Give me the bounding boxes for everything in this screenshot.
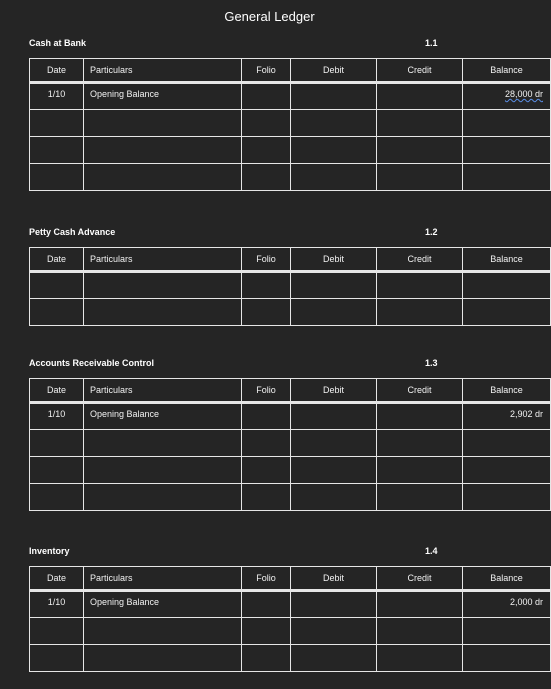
cell-debit[interactable] <box>291 110 377 137</box>
cell-balance[interactable] <box>463 272 551 299</box>
cell-folio[interactable] <box>242 430 291 457</box>
ledger-table-inventory <box>29 566 551 672</box>
header-particulars: Particulars <box>84 248 242 272</box>
cell-particulars[interactable] <box>84 299 242 326</box>
header-debit: Debit <box>291 248 377 272</box>
cell-debit[interactable] <box>291 591 377 618</box>
cell-folio[interactable] <box>242 403 291 430</box>
ledger-table-petty-cash-advance <box>29 247 551 326</box>
cell-credit[interactable] <box>377 457 463 484</box>
cell-particulars[interactable] <box>84 272 242 299</box>
table-header-row <box>30 567 551 591</box>
cell-balance[interactable] <box>463 430 551 457</box>
cell-balance[interactable] <box>463 110 551 137</box>
header-particulars: Particulars <box>84 567 242 591</box>
cell-particulars[interactable]: Opening Balance <box>84 83 242 110</box>
header-date: Date <box>30 248 84 272</box>
cell-date[interactable] <box>30 272 84 299</box>
account-name: Accounts Receivable Control <box>29 358 155 368</box>
cell-debit[interactable] <box>291 137 377 164</box>
account-number: 1.4 <box>425 546 438 556</box>
cell-folio[interactable] <box>242 484 291 511</box>
cell-folio[interactable] <box>242 137 291 164</box>
cell-date[interactable] <box>30 110 84 137</box>
cell-balance[interactable] <box>463 164 551 191</box>
cell-particulars[interactable] <box>84 645 242 672</box>
cell-folio[interactable] <box>242 645 291 672</box>
cell-date[interactable]: 1/10 <box>30 83 84 110</box>
cell-date[interactable]: 1/10 <box>30 591 84 618</box>
cell-date[interactable] <box>30 484 84 511</box>
cell-balance[interactable] <box>463 484 551 511</box>
cell-folio[interactable] <box>242 618 291 645</box>
table-header-row <box>30 379 551 403</box>
table-row <box>30 110 551 137</box>
cell-particulars[interactable] <box>84 484 242 511</box>
cell-credit[interactable] <box>377 645 463 672</box>
cell-credit[interactable] <box>377 137 463 164</box>
cell-particulars[interactable]: Opening Balance <box>84 591 242 618</box>
cell-credit[interactable] <box>377 83 463 110</box>
cell-balance[interactable]: 2,000 dr <box>463 591 551 618</box>
cell-debit[interactable] <box>291 430 377 457</box>
header-folio: Folio <box>242 567 291 591</box>
table-row <box>30 484 551 511</box>
table-header-row <box>30 59 551 83</box>
table-row <box>30 430 551 457</box>
cell-folio[interactable] <box>242 591 291 618</box>
cell-credit[interactable] <box>377 430 463 457</box>
header-date: Date <box>30 567 84 591</box>
cell-particulars[interactable] <box>84 618 242 645</box>
header-folio: Folio <box>242 379 291 403</box>
header-balance: Balance <box>463 248 551 272</box>
cell-folio[interactable] <box>242 164 291 191</box>
account-number: 1.1 <box>425 38 438 48</box>
cell-date[interactable] <box>30 645 84 672</box>
cell-date[interactable] <box>30 164 84 191</box>
cell-balance[interactable] <box>463 618 551 645</box>
header-balance: Balance <box>463 567 551 591</box>
cell-particulars[interactable] <box>84 164 242 191</box>
cell-particulars[interactable] <box>84 137 242 164</box>
cell-particulars[interactable]: Opening Balance <box>84 403 242 430</box>
header-balance: Balance <box>463 59 551 83</box>
cell-credit[interactable] <box>377 484 463 511</box>
cell-credit[interactable] <box>377 164 463 191</box>
cell-date[interactable] <box>30 137 84 164</box>
balance-value: 28,000 dr <box>504 89 543 99</box>
cell-folio[interactable] <box>242 272 291 299</box>
table-row <box>30 645 551 672</box>
cell-debit[interactable] <box>291 299 377 326</box>
cell-date[interactable] <box>30 457 84 484</box>
header-credit: Credit <box>377 379 463 403</box>
cell-debit[interactable] <box>291 83 377 110</box>
cell-balance[interactable] <box>463 137 551 164</box>
cell-balance[interactable] <box>463 645 551 672</box>
account-number: 1.2 <box>425 227 438 237</box>
header-debit: Debit <box>291 59 377 83</box>
table-row <box>30 618 551 645</box>
ledger-table-accounts-receivable <box>29 378 551 511</box>
table-row <box>30 403 551 430</box>
table-row <box>30 137 551 164</box>
cell-credit[interactable] <box>377 110 463 137</box>
account-name: Inventory <box>29 546 70 556</box>
account-name: Cash at Bank <box>29 38 87 48</box>
cell-debit[interactable] <box>291 484 377 511</box>
cell-balance[interactable] <box>463 83 551 110</box>
cell-folio[interactable] <box>242 110 291 137</box>
header-date: Date <box>30 379 84 403</box>
cell-date[interactable] <box>30 618 84 645</box>
cell-folio[interactable] <box>242 299 291 326</box>
table-row <box>30 299 551 326</box>
cell-date[interactable] <box>30 299 84 326</box>
table-row <box>30 164 551 191</box>
cell-credit[interactable] <box>377 272 463 299</box>
account-number: 1.3 <box>425 358 438 368</box>
header-credit: Credit <box>377 248 463 272</box>
cell-particulars[interactable] <box>84 110 242 137</box>
cell-balance[interactable] <box>463 457 551 484</box>
cell-credit[interactable] <box>377 591 463 618</box>
cell-particulars[interactable] <box>84 457 242 484</box>
table-header-row <box>30 248 551 272</box>
header-balance: Balance <box>463 379 551 403</box>
header-date: Date <box>30 59 84 83</box>
cell-folio[interactable] <box>242 83 291 110</box>
cell-folio[interactable] <box>242 457 291 484</box>
cell-credit[interactable] <box>377 618 463 645</box>
table-row <box>30 591 551 618</box>
cell-credit[interactable] <box>377 299 463 326</box>
document-title: General Ledger <box>224 9 315 24</box>
cell-debit[interactable] <box>291 403 377 430</box>
cell-balance[interactable]: 2,902 dr <box>463 403 551 430</box>
header-particulars: Particulars <box>84 59 242 83</box>
header-debit: Debit <box>291 379 377 403</box>
header-credit: Credit <box>377 567 463 591</box>
cell-date[interactable]: 1/10 <box>30 403 84 430</box>
cell-debit[interactable] <box>291 457 377 484</box>
table-row <box>30 457 551 484</box>
cell-debit[interactable] <box>291 618 377 645</box>
cell-balance[interactable] <box>463 299 551 326</box>
cell-debit[interactable] <box>291 164 377 191</box>
header-debit: Debit <box>291 567 377 591</box>
cell-date[interactable] <box>30 430 84 457</box>
cell-debit[interactable] <box>291 645 377 672</box>
ledger-table-cash-at-bank <box>29 58 551 191</box>
account-name: Petty Cash Advance <box>29 227 116 237</box>
cell-debit[interactable] <box>291 272 377 299</box>
cell-particulars[interactable] <box>84 430 242 457</box>
header-folio: Folio <box>242 59 291 83</box>
cell-credit[interactable] <box>377 403 463 430</box>
header-credit: Credit <box>377 59 463 83</box>
header-folio: Folio <box>242 248 291 272</box>
header-particulars: Particulars <box>84 379 242 403</box>
table-row <box>30 272 551 299</box>
table-row <box>30 83 551 110</box>
